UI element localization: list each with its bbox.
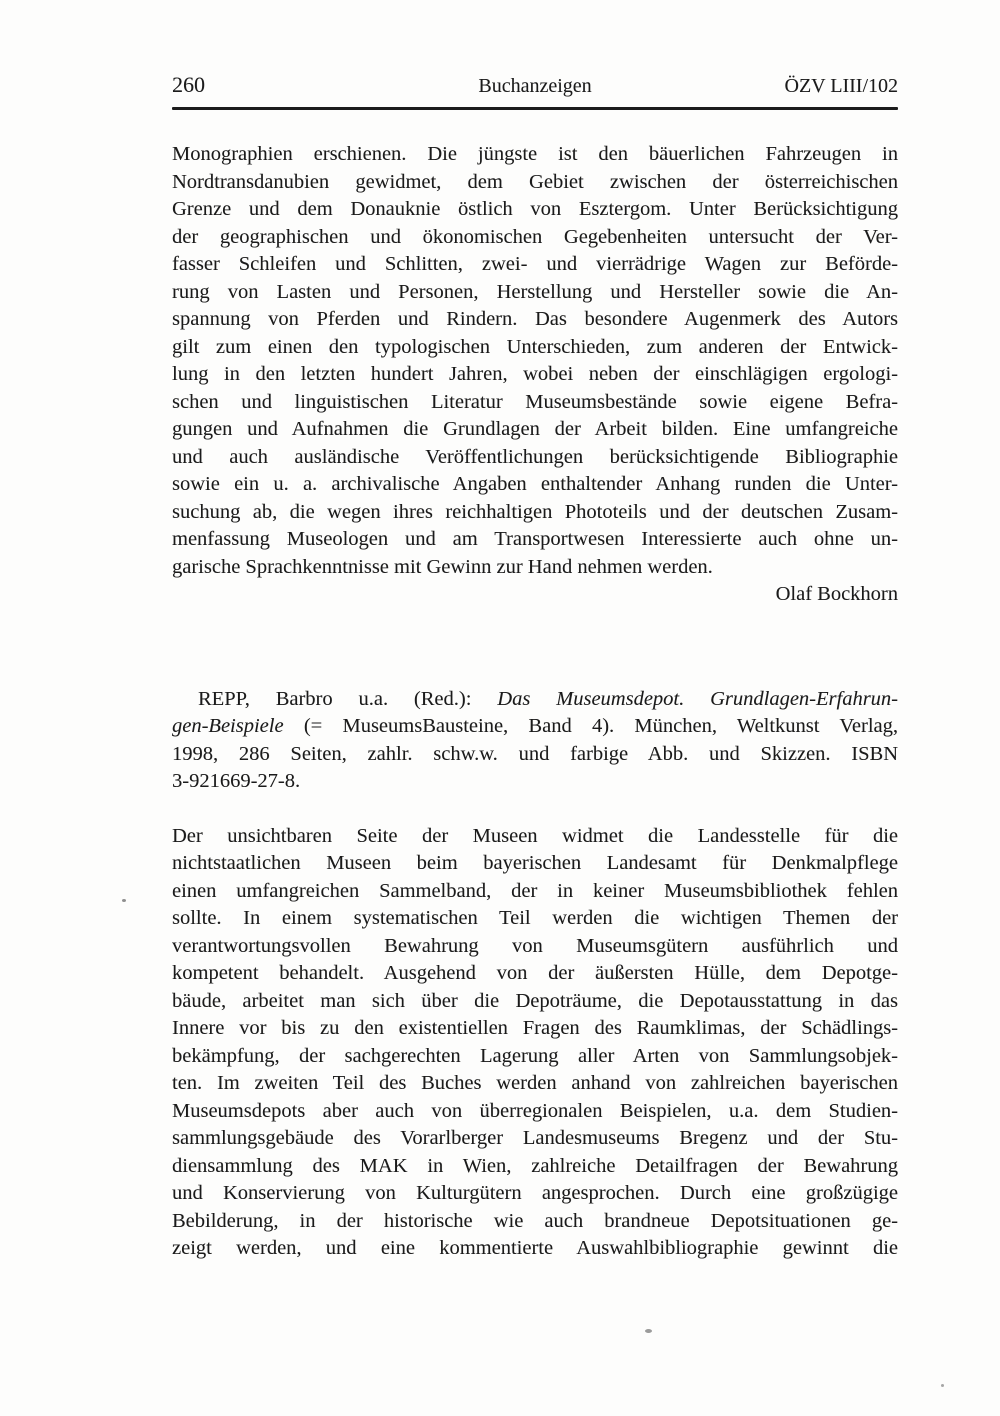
text-line: spannung von Pferden und Rindern. Das besondere Augenmerk des Autors	[172, 308, 898, 330]
text-line: einen umfangreichen Sammelband, der in keiner Museumsbibliothek fehlen	[172, 879, 898, 902]
text-line: sammlungsgebäude des Vorarlberger Landesmuseums Bregenz und der Stu-	[172, 1127, 898, 1149]
text-line	[172, 741, 898, 769]
text-line: Nordtransdanubien gewidmet, dem Gebiet zwischen der österreichischen	[172, 170, 898, 193]
text-line: gungen und Aufnahmen die Grundlagen der Arbeit bilden. Eine umfangreiche	[172, 418, 898, 440]
text-line: diensammlung des MAK in Wien, zahlreiche Detailfragen der Bewahrung	[172, 1154, 898, 1177]
text-line: zeigt werden, und eine kommentierte Auswahlbibliographie gewinnt die	[172, 1237, 898, 1259]
text-line	[172, 686, 898, 714]
text-line: gilt zum einen den typologischen Unterschieden, zum anderen der Entwick-	[172, 335, 898, 358]
journal-issue: ÖZV LIII/102	[784, 75, 898, 97]
running-title: Buchanzeigen	[478, 75, 592, 97]
review-paragraph-bockhorn	[172, 141, 898, 581]
text-line	[172, 713, 898, 741]
text-line: menfassung Museologen und am Transportwesen Interessierte auch ohne un-	[172, 528, 898, 550]
text-line: suchung ab, die wegen ihres reichhaltigen Phototeils und der deutschen Zusam-	[172, 500, 898, 523]
text-line: ten. Im zweiten Teil des Buches werden anhand von zahlreichen bayerischen	[172, 1072, 898, 1094]
text-line: kompetent behandelt. Ausgehend von der äußersten Hülle, dem Depotge-	[172, 962, 898, 984]
text-line: fasser Schleifen und Schlitten, zwei- und vierrädrige Wagen zur Beförde-	[172, 253, 898, 275]
text-segment: (= MuseumsBausteine, Band 4). München, Weltkunst Verlag,	[303, 715, 898, 737]
text-line: der geographischen und ökonomischen Gegebenheiten untersucht der Ver-	[172, 225, 898, 248]
paragraph-gap	[172, 796, 898, 823]
page-number: 260	[172, 72, 205, 97]
text-segment: 3-921669-27-8.	[172, 770, 301, 792]
text-line: Der unsichtbaren Seite der Museen widmet die Landesstelle für die	[172, 824, 898, 847]
text-line: sollte. In einem systematischen Teil werden die wichtigen Themen der	[172, 907, 898, 929]
page-content	[172, 0, 898, 1263]
text-line: verantwortungsvollen Bewahrung von Museumsgütern ausführlich und	[172, 934, 898, 957]
text-line: Museumsdepots aber auch von überregionalen Beispielen, u.a. dem Studien-	[172, 1099, 898, 1122]
text-line: Grenze und dem Donauknie östlich von Esztergom. Unter Berücksichtigung	[172, 198, 898, 220]
running-header	[172, 0, 898, 99]
scan-speck	[941, 1384, 944, 1387]
text-line: nichtstaatlichen Museen beim bayerischen Landesamt für Denkmalpflege	[172, 852, 898, 874]
page-body	[172, 141, 898, 1263]
text-line: bäude, arbeitet man sich über die Depoträume, die Depotausstattung in das	[172, 989, 898, 1012]
text-line: garische Sprachkenntnisse mit Gewinn zur Hand nehmen werden.	[172, 555, 713, 578]
scan-speck	[122, 899, 126, 902]
bibliographic-entry-repp	[172, 686, 898, 796]
text-line: und auch ausländische Veröffentlichungen berücksichtigende Bibliographie	[172, 445, 898, 468]
text-segment: 1998, 286 Seiten, zahlr. schw.w. und farbige Abb. und Skizzen. ISBN	[172, 742, 898, 765]
section-gap	[172, 609, 898, 686]
text-line: rung von Lasten und Personen, Herstellung und Hersteller sowie die An-	[172, 280, 898, 303]
review-paragraph-repp	[172, 823, 898, 1263]
italic-text-segment: gen-Beispiele	[172, 715, 304, 737]
scan-speck	[645, 1329, 652, 1333]
text-line: und Konservierung von Kulturgütern angesprochen. Durch eine großzügige	[172, 1182, 898, 1204]
text-line: schen und linguistischen Literatur Museumsbestände sowie eigene Befra-	[172, 390, 898, 413]
italic-text-segment: Das Museumsdepot. Grundlagen-Erfahrun-	[497, 687, 898, 710]
text-line: lung in den letzten hundert Jahren, wobei neben der einschlägigen ergologi-	[172, 363, 898, 385]
text-segment: REPP, Barbro u.a. (Red.):	[198, 687, 498, 710]
reviewer-signature: Olaf Bockhorn	[775, 583, 898, 605]
header-rule	[172, 107, 898, 110]
text-line: Bebilderung, in der historische wie auch brandneue Depotsituationen ge-	[172, 1209, 898, 1232]
text-line: Monographien erschienen. Die jüngste ist den bäuerlichen Fahrzeugen in	[172, 143, 898, 165]
text-line	[172, 768, 898, 796]
text-line: bekämpfung, der sachgerechten Lagerung aller Arten von Sammlungsobjek-	[172, 1044, 898, 1067]
text-line: sowie ein u. a. archivalische Angaben enthaltender Anhang runden die Unter-	[172, 473, 898, 495]
text-line: Innere vor bis zu den existentiellen Fragen des Raumklimas, der Schädlings-	[172, 1017, 898, 1039]
